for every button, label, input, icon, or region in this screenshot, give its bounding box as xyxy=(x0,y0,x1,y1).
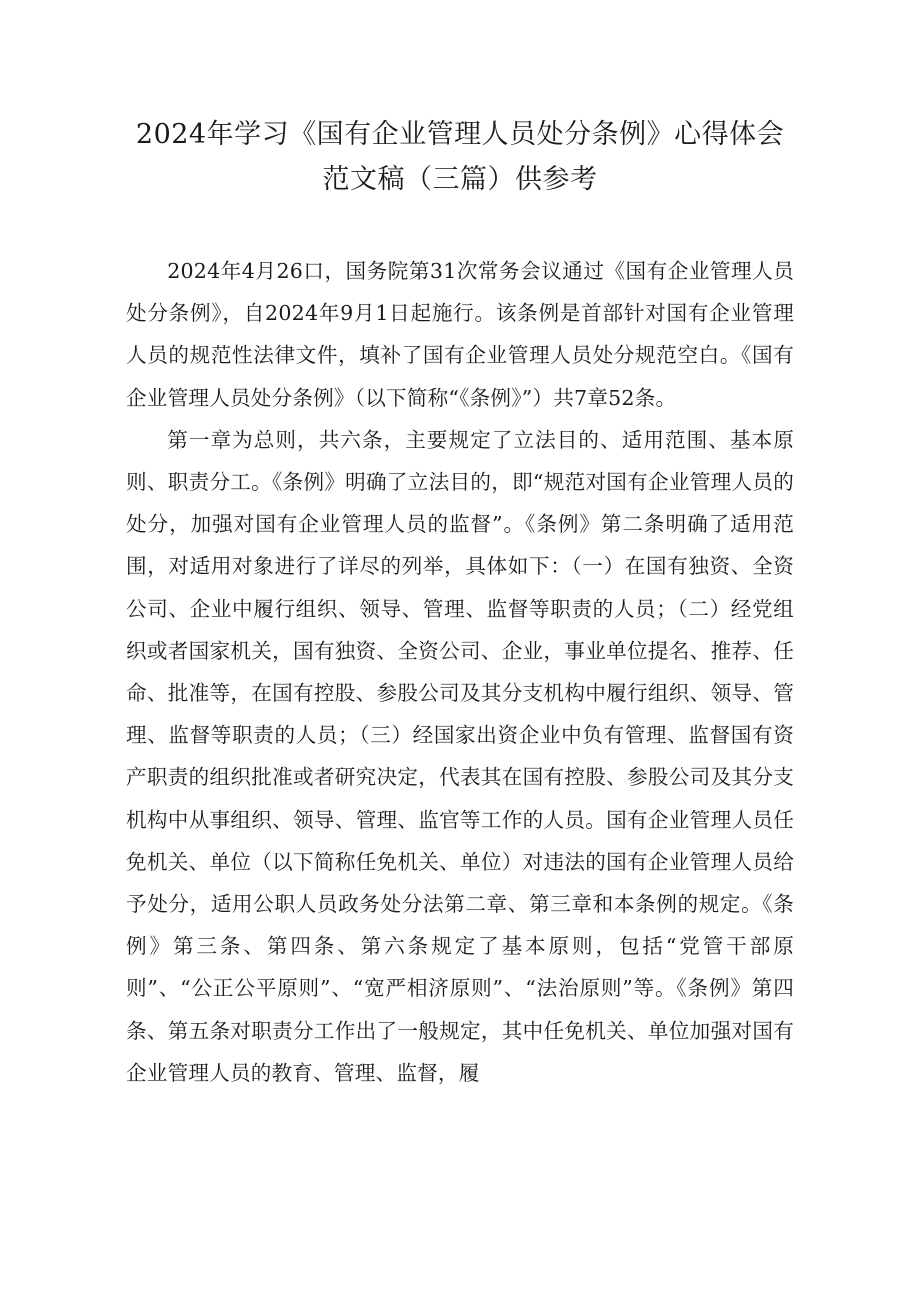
paragraph-2: 第一章为总则，共六条，主要规定了立法目的、适用范围、基本原则、职责分工。《条例》明确了立法目的，即“规范对国有企业管理人员的处分，加强对国有企业管理人员的监督”。《条例》第二条明确了适用范围，对适用对象进行了详尽的列举，具体如下：（一）在国有独资、全资公司、企业中履行组织、领导、管理、监督等职责的人员；（二）经党组织或者国家机关，国有独资、全资公司、企业，事业单位提名、推荐、任命、批准等，在国有控股、参股公司及其分支机构中履行组织、领导、管理、监督等职责的人员；（三）经国家出资企业中负有管理、监督国有资产职责的组织批准或者研究决定，代表其在国有控股、参股公司及其分支机构中从事组织、领导、管理、监官等工作的人员。国有企业管理人员任免机关、单位（以下简称任免机关、单位）对违法的国有企业管理人员给予处分，适用公职人员政务处分法第二章、第三章和本条例的规定。《条例》第三条、第四条、第六条规定了基本原则，包括“党管干部原则”、“公正公平原则”、“宽严相济原则”、“法治原则”等。《条例》第四条、第五条对职责分工作出了一般规定，其中任免机关、单位加强对国有企业管理人员的教育、管理、监督，履 xyxy=(126,427,794,1085)
document-title xyxy=(126,112,794,202)
title-line-2: 范文稿（三篇）供参考 xyxy=(322,164,598,195)
paragraph-1: 2024年4月26口，国务院第31次常务会议通过《国有企业管理人员处分条例》，自2024年9月1日起施行。该条例是首部针对国有企业管理人员的规范性法律文件，填补了国有企业管理人员处分规范空白。《国有企业管理人员处分条例》（以下简称“《条例》”）共7章52条。 xyxy=(126,259,794,410)
title-line-1: 2024年学习《国有企业管理人员处分条例》心得体会 xyxy=(135,119,785,150)
